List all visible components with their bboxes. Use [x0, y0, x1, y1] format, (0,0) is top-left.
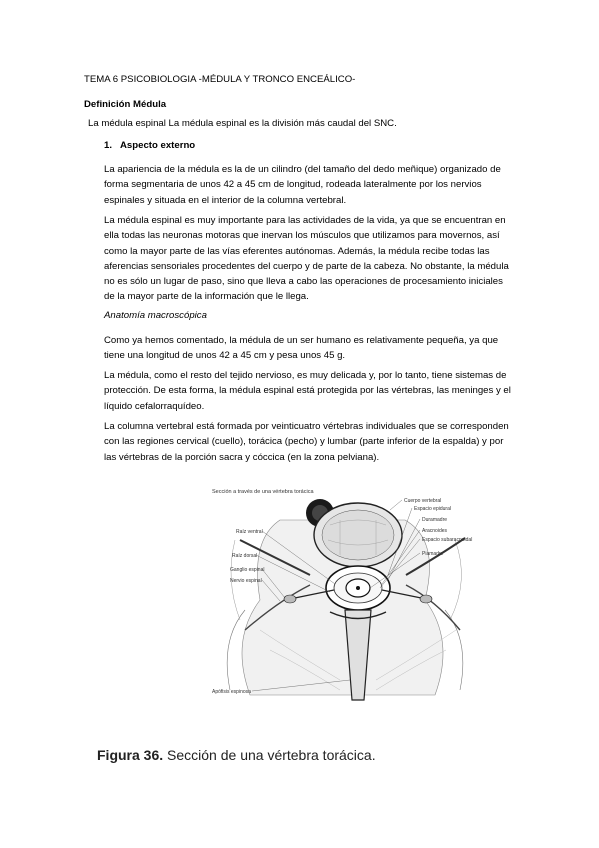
figure-caption-text: Sección de una vértebra torácica. [167, 747, 376, 763]
paragraph: La columna vertebral está formada por veinticuatro vértebras individuales que se corresponden con las regiones cervical (cuello), torácica (pecho) y lumbar (parte inferior de la espalda) y por las vértebras de la porción sacra y cóccica (en la zona pelviana). [104, 421, 509, 463]
list-number: 1. [104, 140, 113, 151]
label-espacio-epidural: Espacio epidural [414, 506, 451, 512]
figure-title: Sección a través de una vértebra torácica [212, 489, 314, 495]
label-cuerpo-vertebral: Cuerpo vertebral [404, 498, 442, 504]
definition-text: La médula espinal La médula espinal es la división más caudal del SNC. [88, 118, 397, 129]
paragraph: Como ya hemos comentado, la médula de un ser humano es relativamente pequeña, ya que tiene una longitud de unos 42 a 45 cm y pesa unos 45 g. [104, 335, 499, 362]
list-heading: Aspecto externo [120, 140, 196, 151]
paragraph: La médula espinal es muy importante para las actividades de la vida, ya que se encuentran en ella todas las neuronas motoras que inervan los músculos que utilizamos para movernos, así como la mayor parte de las vías eferentes autónomas. Además, la médula recibe todas las aferencias sensoriales procedentes del cuerpo y de parte de la cabeza. No obstante, la médula no es sólo un lugar de paso, sino que lleva a cabo las operaciones de procesamiento iniciales de la mayor parte de la información que le llega. [104, 215, 509, 303]
label-raiz-ventral: Raíz ventral [236, 529, 263, 535]
paragraph: La médula, como el resto del tejido nervioso, es muy delicada y, por lo tanto, tiene sistemas de protección. De esta forma, la médula espinal está protegida por las vértebras, las meninges y el líquido cefalorraquídeo. [104, 370, 511, 412]
label-raiz-dorsal: Raíz dorsal [232, 553, 258, 559]
figure-caption-number: Figura 36. [97, 747, 164, 763]
label-ganglio-espinal: Ganglio espinal [230, 567, 265, 573]
section-heading: Definición Médula [84, 99, 167, 110]
figure-caption [97, 746, 376, 764]
label-aracnoides: Aracnoides [422, 528, 448, 534]
vertebra-figure [190, 480, 500, 720]
document-title: TEMA 6 PSICOBIOLOGIA -MÉDULA Y TRONCO ENCEÁLICO- [84, 74, 356, 85]
label-espacio-subaracnoidal: Espacio subaracnoidal [422, 537, 473, 543]
subheading: Anatomía macroscópica [104, 310, 207, 321]
label-apofisis-espinosa: Apófisis espinosa [212, 689, 251, 695]
label-duramadre: Duramadre [422, 517, 448, 523]
paragraph: La apariencia de la médula es la de un cilindro (del tamaño del dedo meñique) organizado de forma segmentaria de unos 42 a 45 cm de longitud, rodeada lateralmente por los nervios espinales y situada en el interior de la columna vertebral. [104, 164, 501, 206]
label-nervio-espinal: Nervio espinal [230, 578, 262, 584]
label-piamadre: Piamadre [422, 551, 444, 557]
